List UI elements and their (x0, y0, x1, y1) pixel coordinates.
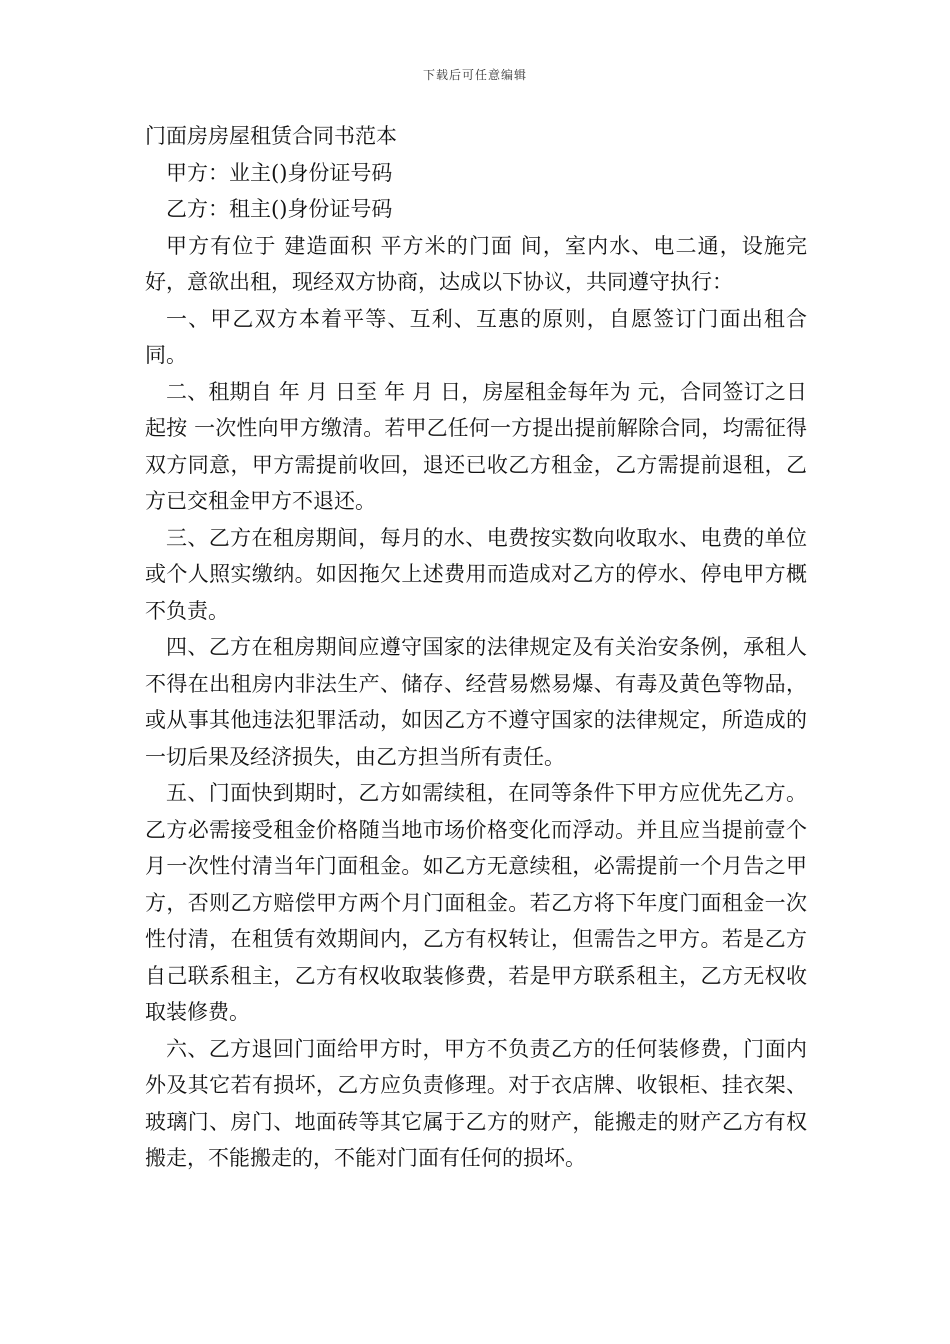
document-body (145, 118, 807, 1177)
intro-paragraph: 甲方有位于 建造面积 平方米的门面 间，室内水、电二通，设施完好，意欲出租，现经双方协商，达成以下协议，共同遵守执行： (145, 233, 807, 294)
clause-3: 三、乙方在租房期间，每月的水、电费按实数向收取水、电费的单位或个人照实缴纳。如因拖欠上述费用而造成对乙方的停水、停电甲方概不负责。 (145, 525, 807, 623)
party-b-line: 乙方：租主()身份证号码 (166, 197, 393, 221)
clause-4: 四、乙方在租房期间应遵守国家的法律规定及有关治安条例，承租人不得在出租房内非法生产、储存、经营易燃易爆、有毒及黄色等物品，或从事其他违法犯罪活动，如因乙方不遵守国家的法律规定，所造成的一切后果及经济损失，由乙方担当所有责任。 (145, 635, 807, 769)
document-title: 门面房房屋租赁合同书范本 (145, 124, 397, 148)
header-note: 下载后可任意编辑 (422, 68, 527, 82)
clause-2: 二、租期自 年 月 日至 年 月 日，房屋租金每年为 元，合同签订之日起按 一次性向甲方缴清。若甲乙任何一方提出提前解除合同，均需征得双方同意，甲方需提前收回，退还已收乙方租金，乙方需提前退租，乙方已交租金甲方不退还。 (145, 379, 807, 513)
clause-1: 一、甲乙双方本着平等、互利、互惠的原则，自愿签订门面出租合同。 (145, 306, 807, 367)
clause-5: 五、门面快到期时，乙方如需续租，在同等条件下甲方应优先乙方。乙方必需接受租金价格随当地市场价格变化而浮动。并且应当提前壹个月一次性付清当年门面租金。如乙方无意续租，必需提前一个月告之甲方，否则乙方赔偿甲方两个月门面租金。若乙方将下年度门面租金一次性付清，在租赁有效期间内，乙方有权转让，但需告之甲方。若是乙方自己联系租主，乙方有权收取装修费，若是甲方联系租主，乙方无权收取装修费。 (145, 781, 807, 1024)
party-a-line: 甲方：业主()身份证号码 (166, 160, 393, 185)
clause-6: 六、乙方退回门面给甲方时，甲方不负责乙方的任何装修费，门面内外及其它若有损坏，乙方应负责修理。对于衣店牌、收银柜、挂衣架、玻璃门、房门、地面砖等其它属于乙方的财产，能搬走的财产乙方有权搬走，不能搬走的，不能对门面有任何的损坏。 (145, 1036, 807, 1170)
